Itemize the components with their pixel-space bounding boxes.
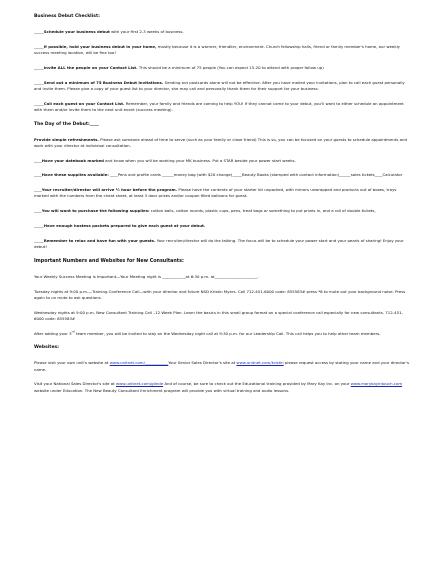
day-of-debut-items <box>34 137 409 251</box>
item-heading: If possible, hold your business debut in your home, <box>43 43 157 49</box>
checklist-item <box>34 223 409 229</box>
checklist-title: Business Debut Checklist: <box>34 14 100 19</box>
national-site-lead: Visit your National Sales Director's site at <box>34 381 116 387</box>
item-heading: Remember to relax and have fun with your guests. <box>43 237 156 243</box>
director-site-link[interactable]: www.unitnet.com/kristin <box>236 360 284 366</box>
day-of-debut-heading: The Day of the Debut:____ <box>34 121 99 127</box>
director-site-lead: Your Senior Sales Director's site at <box>168 360 237 366</box>
item-heading: Send out a minimum of 75 Business Debut Invitations. <box>43 79 164 85</box>
leadership-text-end: team member, you will be invited to stay on the Wednesday night call at 9:30 p.m. for our Leadership Call. This call helps you to help other team members. <box>74 330 381 336</box>
education-lead: And of course, be sure to check out the Educational training provided by Mary Kay Inc. on your <box>163 381 351 387</box>
checklist-item <box>34 187 409 199</box>
item-text: mostly because it is a warmer, friendlier, environment. Church fellowship halls, friend or family member's home, our weekly success meeting location, will be fine too! <box>34 43 400 55</box>
unit-website-text <box>34 360 409 372</box>
item-heading: Schedule your business debut <box>43 29 110 34</box>
leadership-call-text <box>34 331 409 337</box>
item-blank: ____ <box>34 187 42 193</box>
item-text: with your first 2-3 weeks of business. <box>109 29 184 34</box>
item-heading: Have your datebook marked <box>41 157 104 163</box>
item-heading: Invite ALL the people on your Contact List. <box>43 64 138 70</box>
item-heading: Call each guest on your Contact List. <box>43 100 125 106</box>
item-text: Remember, your family and friends are coming to help YOU! If they cannot come to your debut, you'll want to either schedule an appointment with them and/or invite them to the next unit event (success meeting). <box>34 100 404 112</box>
tuesday-call-text: Tuesday nights at 9:00 p.m.—Training Conference Call—with your director and future NSD Kristin Myers. Call 712-451-6000 code: 855583# press *6 to mute out your background noise. Press again to un mute to ask questions. <box>34 288 406 300</box>
item-heading: You will want to purchase the following supplies: <box>41 208 150 214</box>
important-numbers-heading: Important Numbers and Websites for New Consultants: <box>34 258 184 264</box>
unit-website-link[interactable]: www.unitnet.com/____________ <box>109 360 169 366</box>
ordinal-suffix: rd <box>71 329 75 334</box>
item-text: Please ask someone ahead of time to serve (such as your family or close friend) This is so, you can be focused on your guests to schedule appointments and work with your director at individual consultation. <box>34 136 407 148</box>
item-blank: ____ <box>34 208 42 214</box>
item-blank: ____ <box>34 157 42 163</box>
item-heading: Have enough hostess packets prepared to give each guest at your debut. <box>43 222 206 228</box>
checklist-item <box>34 65 409 71</box>
item-text: Please have the contents of your starter kit unpacked, with mirrors unwrapped and products out of boxes, trays marked with the numbers from the cheat sheet, at least 3 door prizes and/or coupon filled balloons for guest. <box>34 187 397 199</box>
checklist-item <box>34 137 409 149</box>
item-text: cotton balls, cotton rounds, plastic cups, pens, treat bags or something to put prizes in, and a roll of double tickets, <box>149 208 376 214</box>
item-blank: _____ <box>34 43 44 49</box>
item-heading: Provide simple refreshments. <box>34 136 99 142</box>
item-text: This should be a minimum of 75 people (You can expect 15-20 to attend with proper follow up) <box>137 64 324 70</box>
checklist-item <box>34 158 409 164</box>
item-blank: ____ <box>34 172 42 178</box>
enrichment-text: website under Education. The New Beauty Consultant Enrichment program will provide you with virtual training and audio lessons. <box>34 387 290 393</box>
checklist-item <box>34 44 409 56</box>
item-blank: _____ <box>34 29 44 34</box>
marykayintouch-link[interactable]: www.marykayintouch.com <box>350 381 403 387</box>
item-heading: Have these supplies available: <box>41 172 109 178</box>
item-heading: Your recruiter/director will arrive ½ hour before the program. <box>41 187 178 193</box>
checklist-item <box>34 29 409 35</box>
wednesday-call-text: Wednesday nights at 9:00 p.m. New Consultant Training Call –12 Week Plan. Learn the basics in this small group format on a special conference call especially for new consultants. 712-451-6000 code: 855583# <box>34 309 403 321</box>
item-blank: _____ <box>34 237 44 243</box>
national-site-text <box>34 381 409 393</box>
checklist-item <box>34 80 409 92</box>
weekly-meeting-text: Your Weekly Success Meeting is Important—Your Meeting night is ____________at 6:30 p.m. at______________________. <box>34 273 259 279</box>
item-blank: _____ <box>34 79 44 85</box>
item-text: and know when you will be working your MK business. Put a STAR beside your power start weeks. <box>103 157 296 163</box>
checklist-item <box>34 101 409 113</box>
checklist-items <box>34 29 409 113</box>
item-blank: _____ <box>34 64 44 70</box>
checklist-item <box>34 172 409 178</box>
item-blank: _____ <box>34 100 44 106</box>
item-text: Sending out postcards alone will not be effective. After you have mailed your invitations, plan to call each guest personally and invite them. Please give a copy of your guest list to your director, she may call and personally thank them for their support for your business. <box>34 79 405 91</box>
item-blank: _____ <box>34 222 44 228</box>
checklist-item <box>34 208 409 214</box>
unit-website-lead: Please visit your own unit's website at <box>34 360 110 366</box>
leadership-text-start: After adding your 3 <box>34 330 72 336</box>
access-request-text: please request access by stating your name and your director's name. <box>34 360 409 372</box>
websites-heading: Websites: <box>34 345 59 351</box>
item-text: ____Pens and profile cards ______money bag (with $20 change)_____Beauty Books (stamped with contact information)______sales tickets____Calculator <box>108 172 403 178</box>
national-site-link[interactable]: www.unitnet.com/glinde <box>115 381 164 387</box>
checklist-item <box>34 238 409 250</box>
item-text: Your recruiter/director will do the talking. The focus will be to schedule your power start and your pearls of sharing! Enjoy your debut! <box>34 237 404 249</box>
